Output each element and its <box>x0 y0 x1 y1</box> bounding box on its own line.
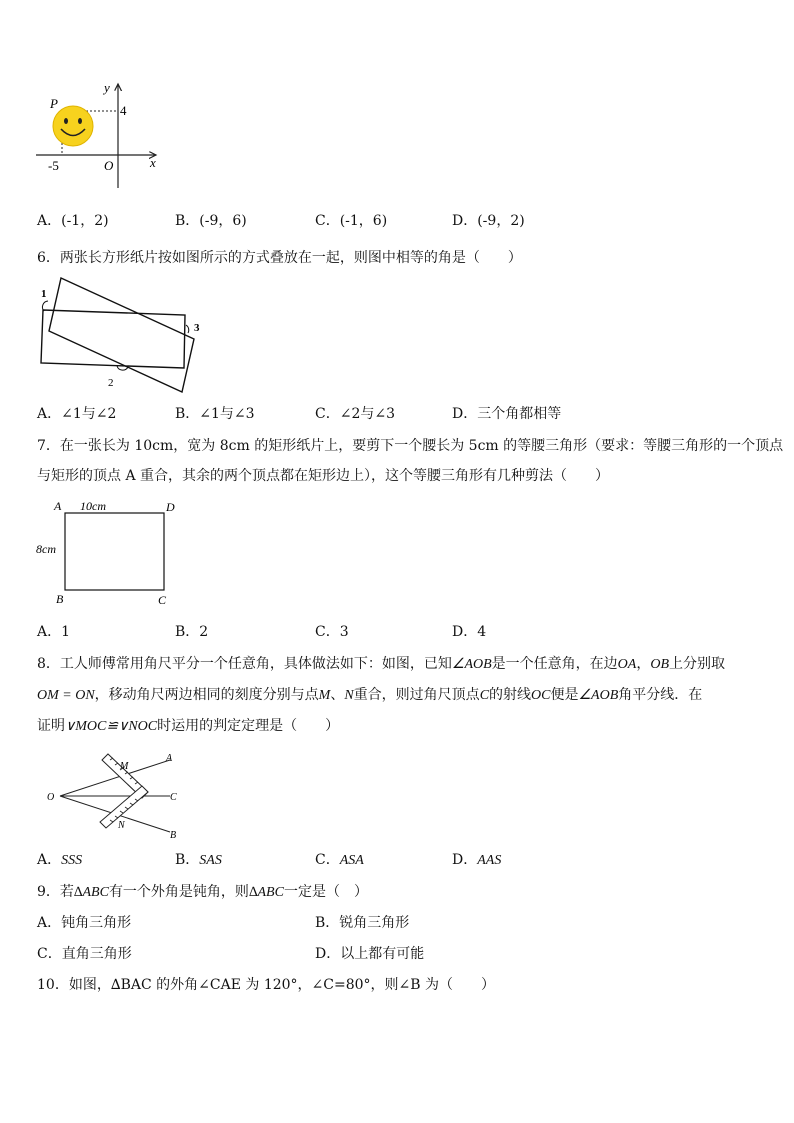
q6-option-b: B．∠1与∠3 <box>175 406 255 422</box>
q5-option-b: B．(-9，6) <box>175 213 247 229</box>
label-c: C <box>158 593 167 607</box>
q7-figure <box>34 497 184 609</box>
q8-option-b: B．SAS <box>175 852 222 868</box>
label-10cm: 10cm <box>80 499 106 513</box>
q9-option-b: B．锐角三角形 <box>315 915 410 931</box>
q6-option-d: D．三个角都相等 <box>452 406 562 422</box>
angle-label-2: 2 <box>108 377 114 389</box>
q5-option-a: A．(-1，2) <box>37 213 109 229</box>
label-a: A <box>166 753 173 764</box>
q7-option-d: D．4 <box>452 624 487 640</box>
angle-label-3: 3 <box>194 322 200 334</box>
q8-stem-line1: 8．工人师傅常用角尺平分一个任意角，具体做法如下：如图，已知∠AOB是一个任意角，在边OA，OB上分别取 <box>37 656 726 672</box>
label-m: M <box>120 761 129 772</box>
q9-option-c: C．直角三角形 <box>37 946 132 962</box>
q8-option-c: C．ASA <box>315 852 364 868</box>
label-origin: O <box>104 158 114 173</box>
q7-option-a: A．1 <box>37 624 71 640</box>
label-n: N <box>118 820 125 831</box>
label-x: x <box>150 155 156 170</box>
coordinate-plane <box>30 78 170 193</box>
q8-stem-line3: 证明∨MOC≌∨NOC时运用的判定定理是（ ） <box>37 718 340 734</box>
label-a: A <box>54 499 62 513</box>
q5-figure <box>30 78 170 193</box>
q8-option-d: D．AAS <box>452 852 502 868</box>
angle-bisector-diagram <box>44 748 184 844</box>
q5-option-c: C．(-1，6) <box>315 213 388 229</box>
q9-option-d: D．以上都有可能 <box>315 946 425 962</box>
q8-stem-line2: OM = ON，移动角尺两边相同的刻度分别与点M、N重合，则过角尺顶点C的射线OC便是∠AOB角平分线．在 <box>37 687 703 703</box>
label-b: B <box>170 830 177 841</box>
label-o: O <box>47 792 55 803</box>
q6-figure <box>34 275 209 395</box>
q9-option-a: A．钝角三角形 <box>37 915 132 931</box>
label-8cm: 8cm <box>36 542 56 556</box>
q6-option-a: A．∠1与∠2 <box>37 406 117 422</box>
q7-stem-line2: 与矩形的顶点 A 重合，其余的两个顶点都在矩形边上），这个等腰三角形有几种剪法（ ） <box>37 468 610 484</box>
q8-option-a: A．SSS <box>37 852 83 868</box>
label-minus5: -5 <box>48 158 59 173</box>
label-d: D <box>166 500 175 514</box>
label-b: B <box>56 592 64 606</box>
overlapping-rectangles <box>34 275 209 395</box>
label-p: P <box>50 96 58 111</box>
q8-figure <box>44 748 184 844</box>
q7-option-b: B．2 <box>175 624 209 640</box>
q6-option-c: C．∠2与∠3 <box>315 406 395 422</box>
label-y: y <box>104 80 110 95</box>
q7-stem-line1: 7．在一张长为 10cm，宽为 8cm 的矩形纸片上，要剪下一个腰长为 5cm 的等腰三角形（要求：等腰三角形的一个顶点 <box>37 438 784 454</box>
q9-stem: 9．若∆ABC有一个外角是钝角，则∆ABC一定是（ ） <box>37 884 368 900</box>
smiley-face-icon <box>53 106 93 146</box>
label-c: C <box>170 792 177 803</box>
label-4: 4 <box>120 103 127 118</box>
q7-option-c: C．3 <box>315 624 349 640</box>
angle-label-1: 1 <box>41 288 47 300</box>
q10-stem: 10．如图，∆BAC 的外角∠CAE 为 120°，∠C=80°，则∠B 为（ ） <box>37 977 495 993</box>
q5-option-d: D．(-9，2) <box>452 213 525 229</box>
q6-stem: 6．两张长方形纸片按如图所示的方式叠放在一起，则图中相等的角是（ ） <box>37 250 522 266</box>
rectangle-abcd <box>34 497 184 609</box>
